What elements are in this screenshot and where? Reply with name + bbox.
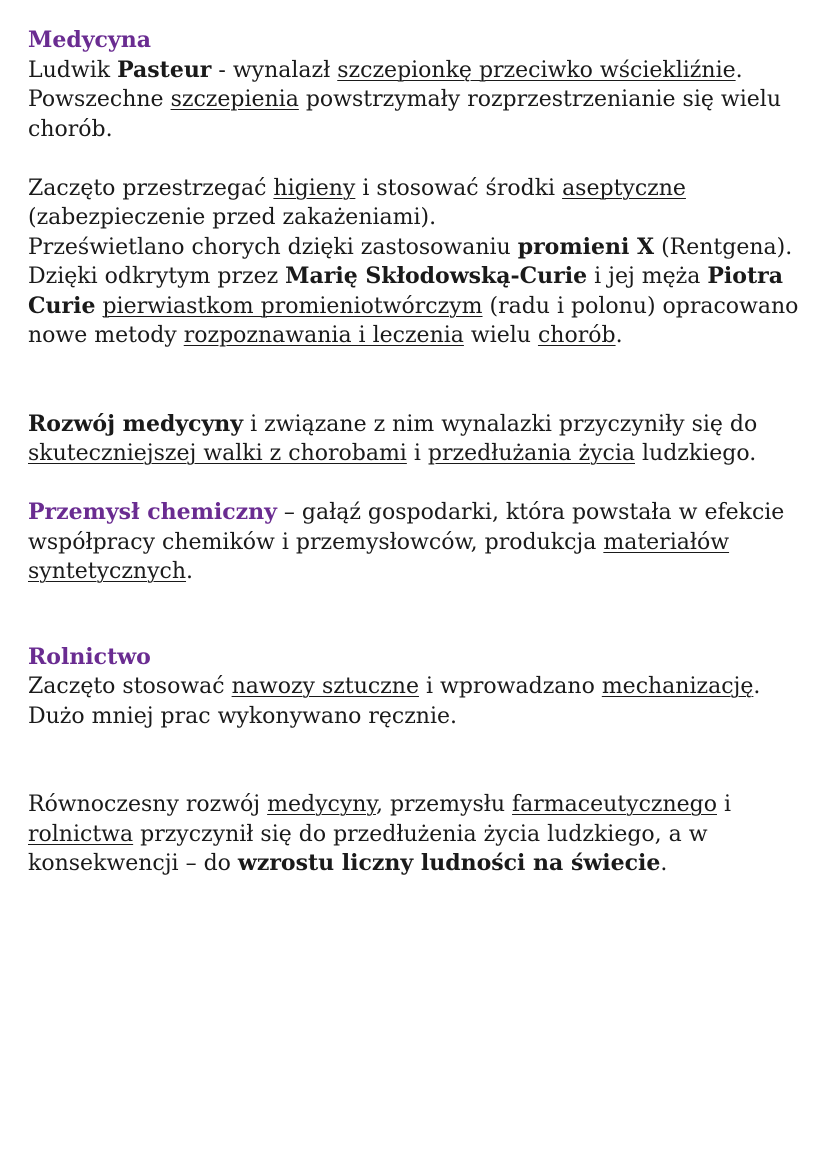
text: . bbox=[660, 851, 668, 876]
text: Zaczęto przestrzegać bbox=[28, 175, 274, 201]
spacer bbox=[28, 351, 808, 410]
spacer bbox=[28, 731, 808, 790]
heading-rolnictwo: Rolnictwo bbox=[28, 643, 151, 670]
bold-piotr-curie: Piotra Curie bbox=[28, 263, 783, 319]
bold-pasteur: Pasteur bbox=[117, 56, 212, 83]
underlined-mechanizacja: mechanizację bbox=[601, 674, 754, 699]
text: przyczynił się do przedłużenia życia ludzkiego, a w konsekwencji – do bbox=[28, 821, 708, 876]
text: . bbox=[186, 559, 194, 584]
bold-rozwoj-medycyny: Rozwój medycyny bbox=[28, 410, 244, 437]
document-page bbox=[28, 26, 808, 879]
underlined-pierwiastki: pierwiastkom promieniotwórczym bbox=[102, 293, 483, 319]
spacer bbox=[28, 144, 808, 174]
text: wielu bbox=[463, 323, 538, 348]
paragraph-rolnictwo bbox=[28, 672, 808, 731]
underlined-szczepienia: szczepienia bbox=[170, 87, 299, 112]
text: . bbox=[735, 57, 743, 83]
text: i związane z nim wynalazki przyczyniły się do bbox=[243, 411, 758, 437]
text: , przemysłu bbox=[375, 792, 513, 817]
paragraph-higiena bbox=[28, 174, 808, 351]
paragraph-pasteur bbox=[28, 56, 808, 145]
text: Ludwik bbox=[28, 57, 118, 83]
text: (Rentgena). bbox=[654, 234, 793, 260]
text: (radu i polonu) opracowano nowe metody bbox=[28, 293, 799, 348]
text: ludzkiego. bbox=[635, 441, 757, 466]
text: Równoczesny rozwój bbox=[28, 792, 268, 817]
underlined-chorob: chorób bbox=[537, 323, 616, 348]
text: Dzięki odkrytym przez bbox=[28, 264, 286, 289]
underlined-higieny: higieny bbox=[273, 175, 356, 201]
text: i jej męża bbox=[587, 264, 708, 289]
text: i stosować środki bbox=[355, 175, 563, 201]
text: – gałąź gospodarki, która powstała w efekcie współpracy chemików i przemysłowców, produkcja bbox=[28, 500, 785, 555]
bold-promieni-x: promieni X bbox=[517, 233, 655, 260]
underlined-materialy: materiałów syntetycznych bbox=[28, 529, 730, 584]
underlined-rolnictwa: rolnictwa bbox=[28, 821, 134, 847]
paragraph-summary bbox=[28, 790, 808, 879]
underlined-rozpoznawania: rozpoznawania i leczenia bbox=[183, 323, 464, 348]
underlined-walka: skuteczniejszej walki z chorobami bbox=[28, 441, 407, 466]
underlined-szczepionka: szczepionkę przeciwko wściekliźnie bbox=[337, 57, 736, 83]
text: i wprowadzano bbox=[418, 674, 602, 699]
paragraph-przemysl-chemiczny bbox=[28, 498, 808, 587]
spacer bbox=[28, 469, 808, 499]
bold-maria-sklodowska-curie: Marię Skłodowską-Curie bbox=[285, 263, 588, 289]
text: Zaczęto stosować bbox=[28, 674, 232, 699]
text: . bbox=[615, 323, 623, 348]
paragraph-rozwoj-medycyny bbox=[28, 410, 808, 469]
text: i bbox=[406, 441, 428, 466]
underlined-medycyny: medycyny bbox=[267, 792, 376, 817]
text: - wynalazł bbox=[211, 57, 338, 83]
spacer bbox=[28, 587, 808, 643]
text: i bbox=[717, 792, 732, 817]
heading-przemysl-chemiczny: Przemysł chemiczny bbox=[28, 499, 277, 525]
underlined-przedluzania: przedłużania życia bbox=[427, 441, 635, 466]
underlined-nawozy: nawozy sztuczne bbox=[231, 674, 419, 699]
heading-medycyna: Medycyna bbox=[28, 27, 151, 53]
underlined-aseptyczne: aseptyczne bbox=[562, 175, 686, 201]
text: Prześwietlano chorych dzięki zastosowaniu bbox=[28, 234, 518, 260]
underlined-farmaceutycznego: farmaceutycznego bbox=[512, 792, 717, 817]
text: . Dużo mniej prac wykonywano ręcznie. bbox=[28, 674, 761, 729]
bold-wzrost-ludnosci: wzrostu liczny ludności na świecie bbox=[237, 850, 661, 876]
text: (zabezpieczenie przed zakażeniami). bbox=[28, 205, 437, 230]
text: powstrzymały rozprzestrzenianie się wielu chorób. bbox=[28, 87, 781, 142]
text: Powszechne bbox=[28, 87, 171, 112]
